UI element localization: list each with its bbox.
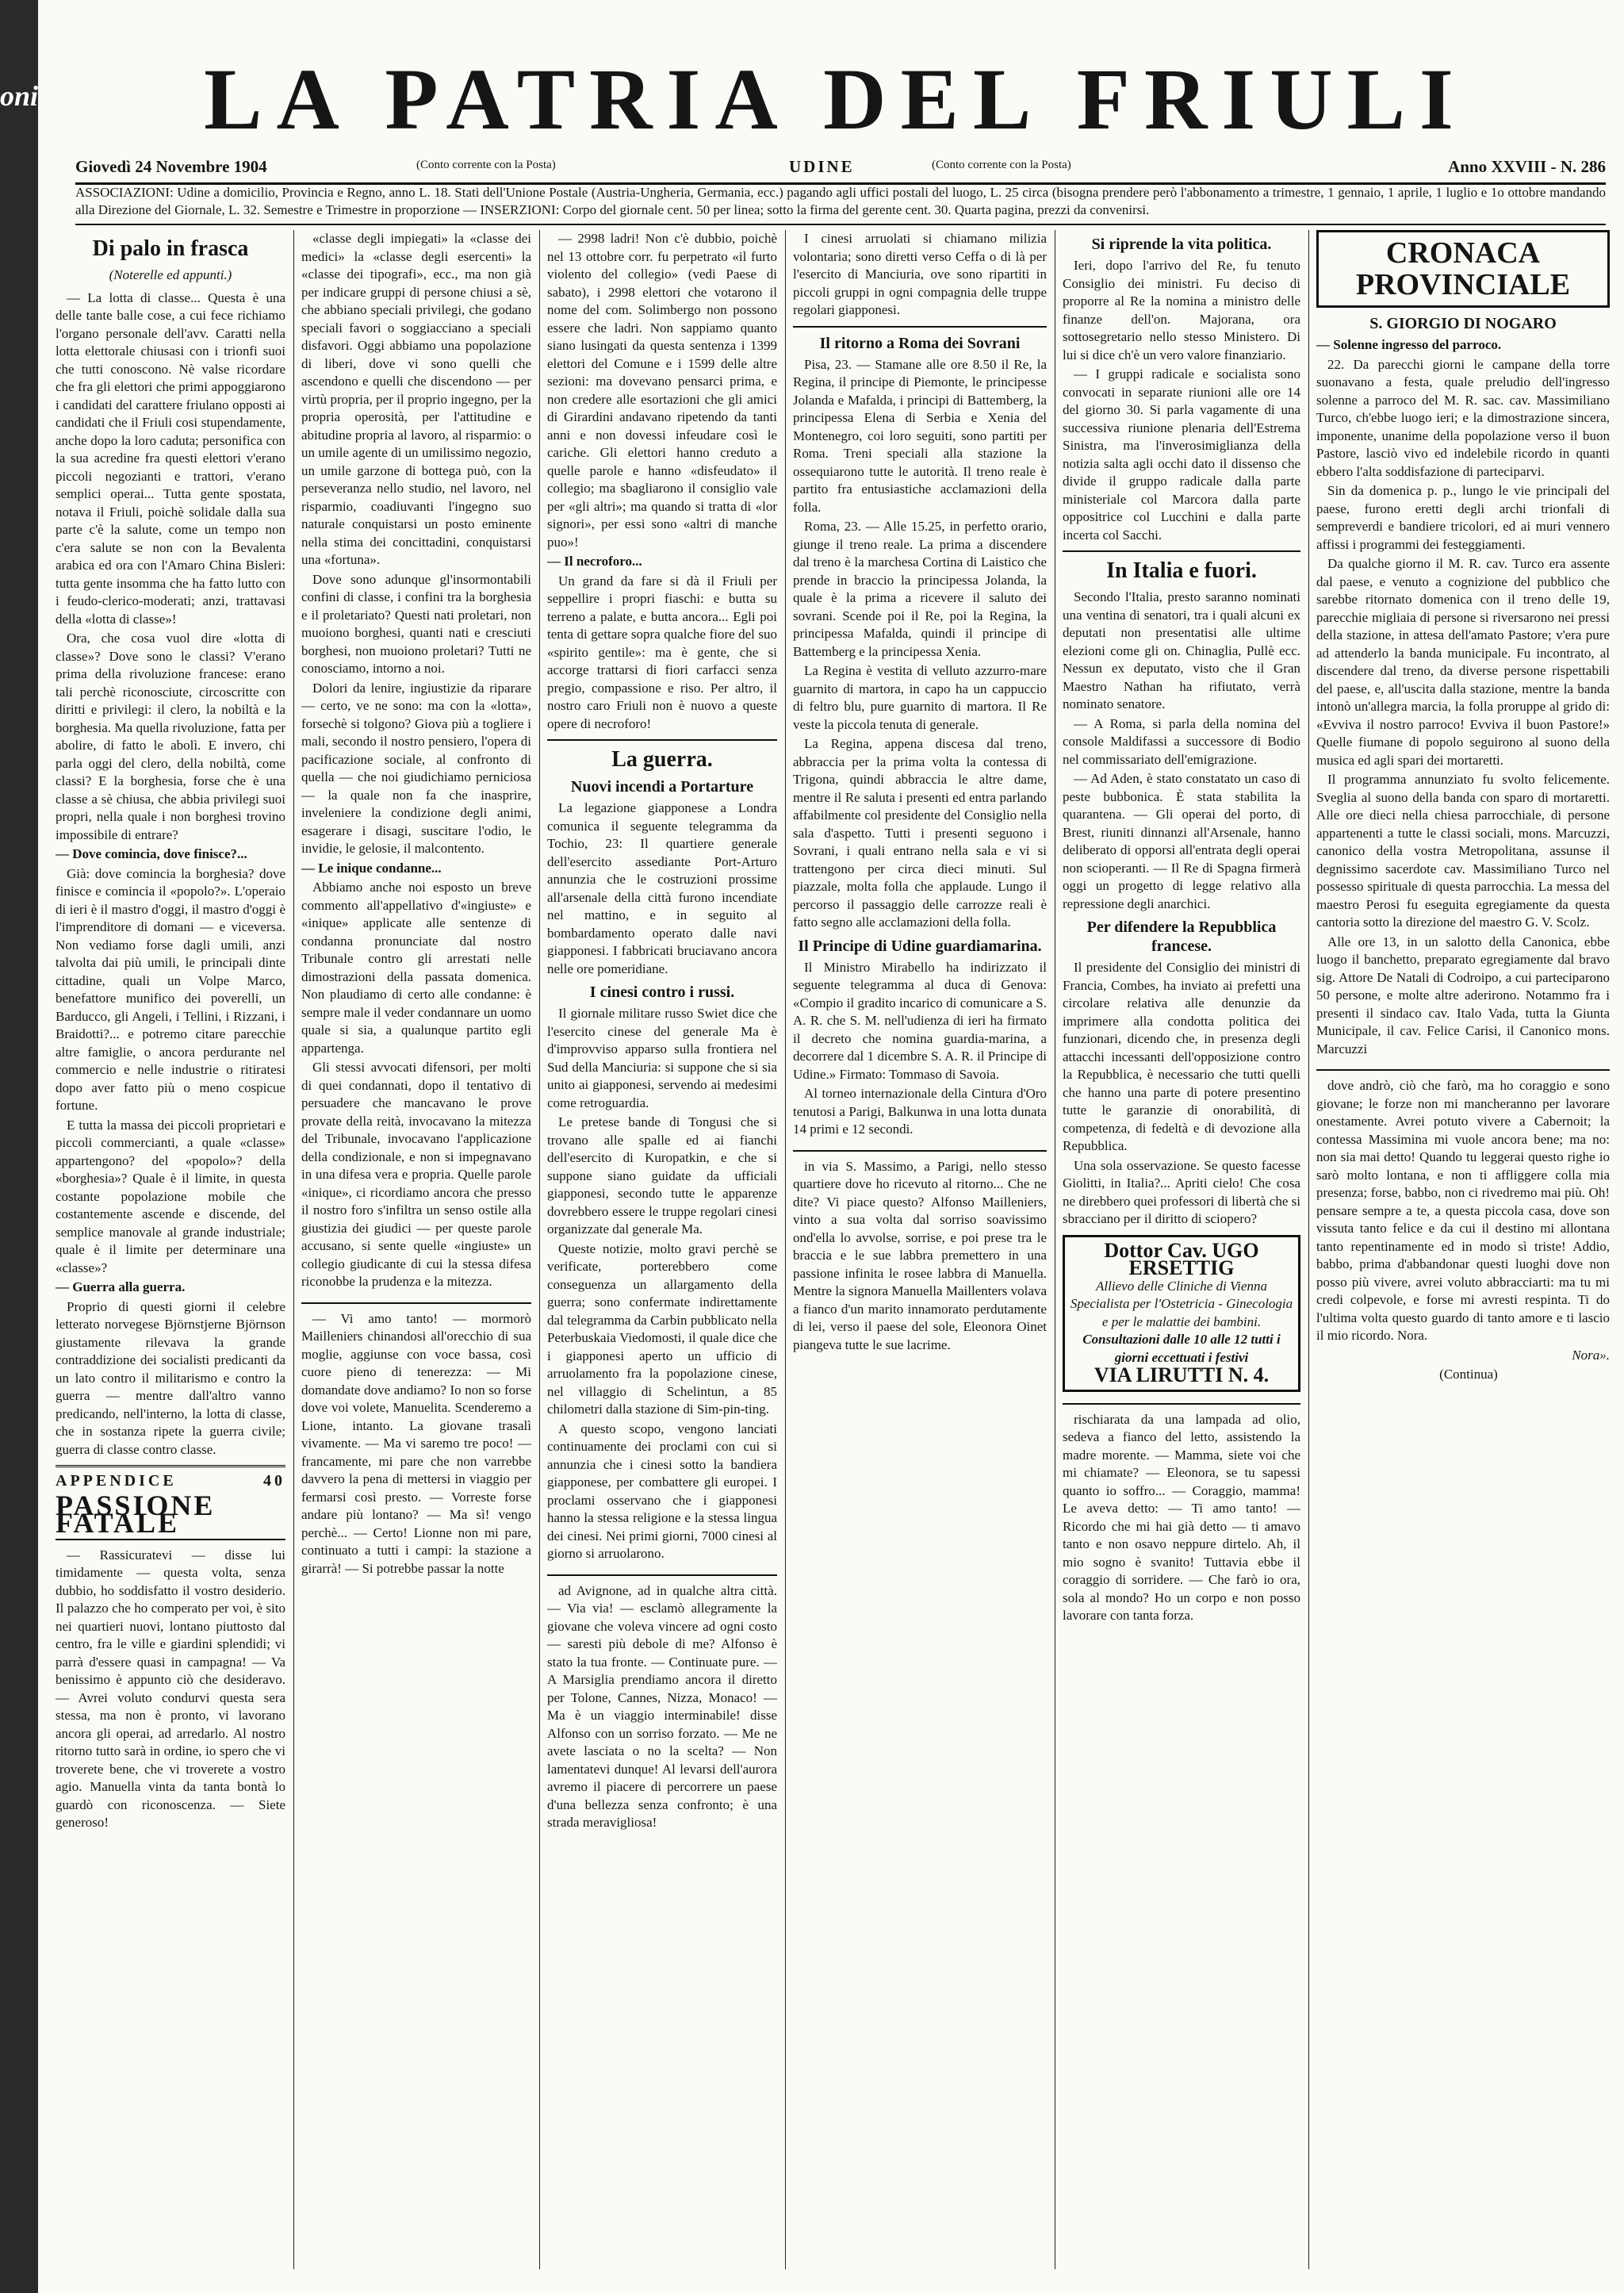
article-title-cont: francese. [1151,938,1212,955]
paragraph: Un grand da fare si dà il Friuli per seppellire i propri fiaschi: e butta su terreno a palate, e butta ancora... Egli poi tenta di gettare sopra qualche fiore del suo «spirito gentile»: ma è gente, che si accorge trattarsi di fiori carfacci senza pregio, compassione e riso. Per altro, il nostro caro Friuli non è nuovo a queste opere di necroforo! [547,573,777,731]
ad-address: VIA LIRUTTI N. 4. [1094,1363,1270,1386]
paragraph: Ieri, dopo l'arrivo del Re, fu tenuto Consiglio dei ministri. Fu deciso di proporre al Re la nomina a ministro delle finanze dell'on. Majorana, ora sottosegretario nello stesso Ministero. Di lui si dice ch'è un vero valore finanziario. [1063,258,1300,362]
section-heading: — Il necroforo... [547,554,642,569]
paragraph: — Ad Aden, è stato constatato un caso di peste bubbonica. È stata stabilita la quarantena. — Gli operai del porto, di Brest, riuniti dinnanzi all'Arsenale, hanno deliberato di opporsi all'entrata degli operai non scioperanti. — Il Re di Spagna firmerà oggi un progetto di legge relativo alla repressione degli anarchici. [1063,771,1300,911]
place-name: UDINE [789,157,855,176]
paragraph: Roma, 23. — Alle 15.25, in perfetto orario, giunge il treno reale. La prima a discendere dal treno è la marchesa Cortina di Laistico che prende in braccio la principessa Jolanda, la quale è la prima a ricevere il saluto dei sovrani. Scende poi il Re, poi la Regina, la principessa Mafalda, quindi il principe di Battemberg e la principessa Xenia. [793,519,1047,659]
paragraph: Proprio di questi giorni il celebre letterato norvegese Björnstjerne Björnson giustamente rilevava la grande contraddizione dei socialisti predicanti da un lato contro il militarismo e contro la guerra — mentre dall'altro vanno predicando, nell'interno, la lotta di classe, che in sostanza ripete la guerra civile; guerra di classe contro classe. [56,1298,285,1457]
section-title-cronaca: CRONACA PROVINCIALE [1316,230,1610,308]
serial-signature: Nora». [1572,1347,1610,1363]
paragraph: I cinesi arruolati si chiamano milizia volontaria; sono diretti verso Ceffa o di là per l'esercito di Manciuria, ove sono ripartiti in piccoli gruppi in ogni compagnia delle truppe regolari giapponesi. [793,231,1047,317]
masthead: LA PATRIA DEL FRIULI [204,51,1468,148]
continua-note: (Continua) [1439,1367,1498,1382]
appendice-number: 40 [263,1472,285,1490]
serial-text: in via S. Massimo, a Parigi, nello stesso quartiere dove ho ricevuto al ritorno... Che ne dite? Vi piace questo? Alfonso Mailleniers, vinto a sua volta dal sorriso soavissimo ond'ella lo avvolse, sorrise, e poi prese tra le braccia e le sue labbra premettero in una passione infinita le rosee labbra di Manuella. Mentre la signora Manuella Maillenters volava a fianco d'un marito innamorato perdutamente di lei, verso il paese del sole, Eleonora Oinet piangeva tutte le sue lacrime. [793,1158,1047,1352]
section-heading: — Dove comincia, dove finisce?... [56,846,247,861]
column-rule [539,230,540,2269]
section-title-italia: In Italia e fuori. [1106,558,1257,583]
issue-date: Giovedì 24 Novembre 1904 [75,157,267,176]
divider [301,1302,531,1304]
column-1 [56,230,285,2269]
paragraph: La Regina è vestita di velluto azzurro-mare guarnito di martora, in capo ha un cappuccio di feltro blu, pure guarnito di martora. Il Re veste la piccola tenuta di generale. [793,663,1047,732]
paragraph: Queste notizie, molto gravi perchè se verificate, porterebbero come conseguenza un allargamento della guerra; sono confermate indirettamente dal telegramma da Carbin pubblicato nella Peterbuskaia Viedomosti, il quale dice che i giapponesi aperto un ufficio di arruolamento fra la popolazione cinese, nel villaggio di Schelintun, a 85 chilometri dalla stazione di Sim-pin-ting. [547,1240,777,1417]
article-title: Il ritorno a Roma dei Sovrani [819,334,1021,352]
paragraph: Le pretese bande di Tongusi che si trovano alle spalle ed ai fianchi dell'esercito di Kuropatkin, e che si suppone siano guidate da ufficiali giapponesi, secondo tutte le apparenze dovrebbero essere le truppe regolari cinesi organizzate dal generale Ma. [547,1114,777,1237]
serial-title: PASSIONE FATALE [56,1489,216,1539]
appendice-bar [56,1465,285,1490]
section-heading: — Solenne ingresso del parroco. [1316,337,1502,352]
article-title: Si riprende la vita politica. [1091,236,1272,253]
divider [1316,1069,1610,1071]
adjacent-page-edge [0,0,38,2293]
ad-name: Dottor Cav. UGO ERSETTIG [1104,1238,1259,1279]
divider [1063,550,1300,552]
paragraph: Al torneo internazionale della Cintura d'Oro tenutosi a Parigi, Balkunwa in una lotta dunata 14 primi e 12 secondi. [793,1086,1047,1137]
paragraph: La Regina, appena discesa dal treno, abbraccia per la prima volta la contessa di Trigona, quindi abbraccia le altre dame, mentre il Re saluta i presenti ed entra parlando affabilmente col presidente del Consiglio nella sala d'aspetto. Tutti i presenti seguono i Sovrani, i quali entrano nella sala e vi si trattengono per circa dieci minuti. Sul piazzale, molta folla che applaude. Lungo il percorso il passaggio delle carrozze reali è fatto segno alle acclamazioni della folla. [793,736,1047,930]
paragraph: Ora, che cosa vuol dire «lotta di classe»? Dove sono le classi? V'erano prima della rivoluzione francese: erano tali perchè riconosciute, circoscritte con diritti e privilegi: il clero, la nobiltà e la borghesia. Ma quella rivoluzione, fatta per abolire, di fatto le abolì. E invero, chi parla oggi del clero, della nobiltà, come classi? E la borghesia, forse che è una classe a sè chiusa, che abbia privilegi suoi propri, nella quale i non borghesi trovino impossibile di entrare? [56,631,285,842]
ad-line: Allievo delle Cliniche di Vienna [1096,1278,1267,1294]
paragraph: Da qualche giorno il M. R. cav. Turco era assente dal paese, e venuto a cognizione del pubblico che sarebbe ritornato domenica con il treno delle 19, parecchie migliaia di persone si riversarono nei pressi della stazione, in attesa dell'amato Pastore; v'era pure ad attenderlo la banda municipale. Fu incontrato, al discendere dal treno, da diverse persone rispettabili del paese, e, all'uscita dalla stazione, mentre la banda intonò un'allegra marcia, la folla proruppe al grido di: «Evviva il nostro parroco! Evviva il buon Pastore!» Quelle fiumane di popolo seguirono al suono della musica ed agli spari dei mortaretti. [1316,556,1610,768]
article-title: Nuovi incendi a Portarture [570,778,754,796]
column-5 [1063,230,1300,2269]
postal-note-right: (Conto corrente con la Posta) [932,159,1071,171]
article-title: Per difendere la Repubblica [1086,918,1277,936]
ad-hours: Consultazioni dalle 10 alle 12 tutti i giorni eccettuati i festivi [1082,1332,1281,1365]
section-heading: — Le inique condanne... [301,860,442,876]
paragraph: A questo scopo, vengono lanciati continuamente dei proclami con cui si annunzia che i cinesi sotto la bandiera giapponese, per combattere gli europei. I proclami osservano che i giapponesi hanno la stessa religione e la stessa lingua dei cinesi. Nei primi giorni, 7000 cinesi al giorno si arruolarono. [547,1421,777,1561]
paragraph: Dove sono adunque gl'insormontabili confini di classe, i confini tra la borghesia e il proletariato? Questi nati proletari, non muoiono borghesi, quanti nati e cresciuti borghesi, non muoiono proletari? Tutti ne conosciamo, intorno a noi. [301,571,531,676]
serial-text: rischiarata da una lampada ad olio, sedeva a fianco del letto, assistendo la madre morente. — Mamma, siete voi che mi chiamate? — Eleonora, se tu sapessi quanto io soffro... — Coraggio, mamma! Le aveva detto: — Ti amo tanto! — Ricordo che mi hai già detto — ti amavo tanto e non osavo neppure dirtelo. Ah, il mio sogno è svanito! Tuttavia ebbe il coraggio di sorridere. — Che farò io ora, sola al mondo? Ho un corpo e non posso lavorare con tanta forza. [1063,1411,1300,1623]
subscription-info: ASSOCIAZIONI: Udine a domicilio, Provincia e Regno, anno L. 18. Stati dell'Unione Postale (Austria-Ungheria, Germania, ecc.) pagando agli uffici postali del luogo, L. 25 circa (bisogna prendere però l'abbonamento a trimestre, 1 gennaio, 1 aprile, 1 luglio e 1o ottobre mandando alla Direzione del Giornale, L. 32. Semestre e Trimestre in proporzione — INSERZIONI: Corpo del giornale cent. 50 per linea; sotto la firma del gerente cent. 30. Quarta pagina, prezzi da convenirsi. [75,184,1606,225]
column-3 [547,230,777,2269]
locality-heading: S. GIORGIO DI NOGARO [1369,315,1557,332]
serial-text: — Rassicuratevi — disse lui timidamente — questa volta, senza dubbio, ho soddisfatto il vostro desiderio. Il palazzo che ho comperato per voi, è sito nei quartieri nuovi, lontano piuttosto dal centro, fra le ville e giardini splendidi; vi parrà d'essere quasi in campagna! — Va benissimo è appunto ciò che desideravo. — Avrei voluto condurvi questa sera stessa, ma non è pronto, vi lavorano ancora gli operai, ad arredarlo. Al nostro ritorno tutto sarà in ordine, io spero che vi troverete bene, che vi troverete a vostro agio. Manuella vinta da tanta bontà lo guardò con riconoscenza. — Siete generoso! [56,1547,285,1830]
paragraph: La legazione giapponese a Londra comunica il seguente telegramma da Tochio, 23: Il quartiere generale dell'esercito assediante Port-Arturo annunzia che le costruzioni prossime all'arsenale della città furono incendiate nel mattino, e in seguito al bombardamento operato dalle navi giapponesi. I fabbricati bruciavano ancora nelle ore pomeridiane. [547,800,777,976]
column-2 [301,230,531,2269]
paragraph: 22. Da parecchi giorni le campane della torre suonavano a festa, quale preludio dell'ingresso solenne a parroco del M. R. sac. cav. Massimiliano Turco, ch'ebbe luogo ieri; e la dimostrazione sincera, imponente, unanime della popolazione verso il buon Pastore, lasciò vivo ed indelebile ricordo in quanti ebbero l'alta soddisfazione di parteciparvi. [1316,356,1610,479]
section-heading: — Guerra alla guerra. [56,1279,186,1294]
paragraph: Pisa, 23. — Stamane alle ore 8.50 il Re, la Regina, il principe di Piemonte, le principesse Jolanda e Mafalda, i principi di Battemberg, la principessa Elena di Serbia e Xenia del Montenegro, coi loro seguiti, sono partiti per Roma. Treni speciali alla stazione la ossequiarono tutte le autorità. Il treno reale è partito fra entusiastiche acclamazioni della folla. [793,356,1047,515]
section-title-guerra: La guerra. [611,747,713,772]
paragraph: Alle ore 13, in un salotto della Canonica, ebbe luogo il banchetto, preparato egregiamente dal bravo sig. Attore De Natali di Codroipo, a cui parteciparono 50 persone, e molte altre aderirono. Notammo fra i presenti il sindaco cav. Italo Vada, tutta la Giunta Municipale, il cav. Felice Carisi, il Canonico mons. Marcuzzi [1316,934,1610,1056]
paragraph: Il presidente del Consiglio dei ministri di Francia, Combes, ha inviato ai prefetti una circolare relativa alle denunzie da imprimere alla condotta politica dei funzionari, dicendo che, in presenza degli attacchi incessanti dell'opposizione contro la Repubblica, è necessario che tutti quelli che hanno una parte di potere presentino tutte le garanzie di onorabilità, di competenza, di fedeltà e di devozione alla Repubblica. [1063,960,1300,1153]
paragraph: Una sola osservazione. Se questo facesse Giolitti, in Italia?... Apriti cielo! Che cosa ne direbbero quei professori di libertà che si sbracciano per il diritto di sciopero? [1063,1157,1300,1226]
article-title: Di palo in frasca [92,236,249,261]
serial-text: — Vi amo tanto! — mormorò Mailleniers chinandosi all'orecchio di sua moglie, aggiunse con voce bassa, così cuore pieno di tenerezza: — Mi domandate dove andiamo? Io non so forse dove voi volete, Manuelita. Scenderemo a Lione, intanto. La giovane trasalì vivamente. — Ma vi saremo tre poco! — francamente, mi pare che non varrebbe davvero la pena di mettersi in viaggio per fermarsi così presto. — Vorreste forse andare più lontano? — Ma sì! vengo perchè... — Certo! Lionne non mi pare, continuato a tutti i campi: la stazione a girarrà! — Si potrebbe passar la notte [301,1310,531,1576]
paragraph: Il Ministro Mirabello ha indirizzato il seguente telegramma al duca di Genova: «Compio il gradito incarico di comunicare a S. A. R. che S. M. nell'udienza di ieri ha firmato il decreto che nomina guardia-marina, a decorrere dal 1 dicembre S. A. R. il Principe di Udine.» Firmato: Tommaso di Savoia. [793,959,1047,1082]
paragraph: — La lotta di classe... Questa è una delle tante balle cose, a cui fece richiamo l'organo personale dell'avv. Caratti nella lotta elettorale chiusasi con i trionfi suoi che tutti conoscono. Nè valse ricordare che fra gli elettori che primi appoggiarono i candidati del carattere friulano opposti ai candidati che il Friuli cosi stupendamente, anche dopo la loro caduta; personifica con la sua acredine fra questi elettori v'erano piccoli negozianti e trattori, v'erano semplici operai... Tutta gente spostata, notava il Friuli, poichè solidale dalla sua parte c'è la salute, come un tempo non c'era salute se non con la Bevalenta arabica ed ora con l'Amaro China Bisleri: tutta gente insomma che ha fatto lutto con i feudo-clerico-moderati; anzi, trattavasi della «lotta di classe»! [56,290,285,627]
serial-text: dove andrò, ciò che farò, ma ho coraggio e sono giovane; le forze non mi mancheranno per lavorare onestamente. Avrei potuto vivere a Cabernoit; la contessa Massimina mi vuole ancora bene; ma no: non sia mai detto! Quando tu leggerai questo righe io sarò molto lontana, e non ti affliggere colla mia presenza; forse, babbo, non ci rivedremo mai più. Oh! pensare sempre a te, a questa piccola casa, dove son vissuta tanto felice e da cui il destino mi allontana tanto repentinamente ed in modo sì triste! Addio, babbo, prima d'abbandonar questi luoghi dove non posso più vivere, avrei voluto abbracciarti: ma tu mi credi colpevole, e forse mi avresti respinta. Ti do l'ultima volta questo guardo di tanto amore e ti lascio il mio ricordo. Nora. [1316,1078,1610,1343]
article-subtitle: (Noterelle ed appunti.) [109,267,232,282]
paragraph: — A Roma, si parla della nomina del console Maldifassi a successore di Bodio nel commissariato dell'emigrazione. [1063,715,1300,767]
paragraph: Già: dove comincia la borghesia? dove finisce e comincia il «popolo?». L'operaio di ieri è il mastro d'oggi, il mastro d'oggi è l'imprenditore di domani — e viceversa. Non vediamo forse dagli umili, anzi talvolta dai più umili, le principali dinte cittadine, quali un Volpe Marco, benefattore munifico dei poverelli, un Barducco, gli Angeli, i Tellini, i Rizzani, i Braidotti?... e potremo citare parecchie altre famiglie, o ancora perdurante nel commercio e nelle industrie o ritiratesi dopo aver fatto più o meno cospicue fortune. [56,865,285,1113]
article-title: I cinesi contro i russi. [589,984,735,1001]
issue-number: Anno XXVIII - N. 286 [1448,157,1606,176]
appendice-label: APPENDICE [56,1472,177,1490]
article-title: Il Principe di Udine guardiamarina. [798,937,1042,955]
paragraph: Sin da domenica p. p., lungo le vie principali del paese, furono eretti degli archi trionfali di sempreverdi e bandiere tricolori, ed ai muri vennero affissi i programmi dei festeggiamenti. [1316,483,1610,552]
column-rule [1308,230,1309,2269]
paragraph: Il giornale militare russo Swiet dice che l'esercito cinese del generale Ma è d'improvviso apparso sulla frontiera nel Sud della Manciuria: si suppone che si sia unito ai giapponesi, servendo ai medesimi come retroguardia. [547,1006,777,1110]
paragraph: E tutta la massa dei piccoli proprietari e piccoli commercianti, a quale «classe» appartengono? del «popolo»? della «borghesia»? Quale è il limite, in questa costante popolazione mobile che costantemente ascende e discende, del semplice manovale al grande industriale; quale è il limite per determinare una «classe»? [56,1117,285,1275]
postal-note-left: (Conto corrente con la Posta) [416,159,556,171]
serial-text: ad Avignone, ad in qualche altra città. — Via via! — esclamò allegramente la giovane che voleva vincere ad ogni costo — saresti più debole di me? Alfonso è stato la tua fronte. — Continuate pure. — A Marsiglia prendiamo ancora il diretto per Tolone, Cannes, Nizza, Monaco! — Ma è un viaggio interminabile! disse Alfonso con un sorriso forzato. — Me ne avete lasciata o no la scelta? — Non lamentatevi dunque! Al levarsi dell'aurora avremo il piacere di percorrere un paese d'una bellezza senza confronto; è una strada meravigliosa! [547,1582,777,1830]
paragraph: «classe degli impiegati» la «classe dei medici» la «classe degli esercenti» la «classe dei tipografi», ecc., ma non già per indicare gruppi di persone chiusi a sè, che abbiano speciali privilegi, che godano speciali favori o soggiacciano a speciali disfavori. Oggi abbiamo una popolazione di liberi, dove vi sono quelli che ascendono e quelli che discendono — per virtù propria, per il proprio ingegno, per la propria operosità, per l'attitudine e abitudine propria al lavoro, al risparmio: o un umile agente di un umilissimo negozio, un umile garzone di bottega può, con la perseveranza nello studio, nel lavoro, nel risparmio, coadiuvanti l'ingegno suo naturale conquistarsi un posto eminente nella stima dei concittadini, conquistarsi una «fortuna». [301,231,531,567]
side-fragment: oni [0,80,39,112]
column-rule [293,230,294,2269]
column-4 [793,230,1047,2269]
divider [547,739,777,741]
ad-line: Specialista per l'Ostetricia - Ginecologia e per le malattie dei bambini. [1070,1296,1293,1329]
advertisement-doctor [1063,1235,1300,1392]
paragraph: Abbiamo anche noi esposto un breve commento all'appellativo d'«ingiuste» e «inique» applicate alle sentenze di condanna pronunciate dal nostro Tribunale contro gli arrestati nelle dimostrazioni della passata domenica. Non plaudiamo di certo alle condanne: è sempre male il veder condannare un uomo quale si sia, a qualunque partito egli appartenga. [301,880,531,1056]
dateline [75,155,1606,185]
divider [547,1574,777,1576]
column-6 [1316,230,1610,2269]
paragraph: — 2998 ladri! Non c'è dubbio, poichè nel 13 ottobre corr. fu perpetrato «il furto violento del collegio» (vedi Paese di sabato), i 2998 elettori che votarono il nome del com. Solimbergo non possono essere che ladri. Non sappiamo quanto siano lusingati da questa sentenza i 1399 elettori del Comune e i 1599 delle altre sezioni: ma dovevano pensarci prima, e non credere alle esortazioni che gli amici di Girardini andavano ripetendo da tanti anni e non dovessi infeudare così le cariche. Gli elettori hanno creduto a quelle parole e hanno «disfeudato» il collegio; ma sbagliarono il consiglio vale per «gli altri»; ma quando si tratta di «lor signori», per essi sono «altri di manche puo»! [547,231,777,550]
paragraph: Secondo l'Italia, presto saranno nominati una ventina di senatori, tra i quali alcuni ex deputati non presentatisi alle ultime elezioni come gli on. Chinaglia, Pullè ecc. Nessun ex deputato, visto che il Gran Maestro Nathan ha rifiutato, verrà nominato senatore. [1063,589,1300,711]
column-rule [785,230,786,2269]
paragraph: — I gruppi radicale e socialista sono convocati in separate riunioni alle ore 14 del giorno 30. Si parla vagamente di una successiva riunione plenaria dell'Estrema Sinistra, ma l'inverosimiglianza della notizia salta agli occhi dato il dissenso che divide il gruppo radicale dalla parte ministeriale col Marcora dalla parte oppositrice col Lucchini e dalla parte incerta col Sacchi. [1063,366,1300,543]
paragraph: Gli stessi avvocati difensori, per molti di quei condannati, dopo il tentativo di persuadere che mancavano le prove provate della reità, invocavano la mitezza del Tribunale, invocavano l'applicazione della condizionale, e non si impegnavano in una difesa vera e propria. Quelle parole «inique», ci ricordiamo ancora che presso il nostro foro s'infiltra un senso ostile alla giustizia dei giudici — per queste parole accusano, si sente quelle «ingiuste» un collegio giudicante di cui la stessa difesa riconobbe la prudenza e la mitezza. [301,1060,531,1289]
paragraph: Dolori da lenire, ingiustizie da riparare — certo, ve ne sono: ma con la «lotta», forsechè si tolgono? Giova più a togliere i mali, secondo il nostro pensiero, l'opera di pacificazione sociale, al confronto di quella — che noi giudichiamo perniciosa — la quale non fa che inasprire, inveleniere la condizione degli animi, esagerare i disagi, suscitare l'odio, le invidie, le gelosie, il malcontento. [301,680,531,856]
divider [793,1150,1047,1152]
divider [1063,1403,1300,1405]
divider [793,326,1047,328]
paragraph: Il programma annunziato fu svolto felicemente. Sveglia al suono della banda con sparo di mortaretti. Alle ore dieci nella chiesa parrocchiale, di persone appartenenti a tutte le classi sociali, mons. Marcuzzi, canonico della vostra Metropolitana, assunse il degnissimo sacerdote cav. Massimiliano Turco nel possesso spirituale di questa parrocchia. La messa del maestro Perosi fu eseguita egregiamente da questa cantoria sotto la direzione del maestro G. V. Scolz. [1316,772,1610,930]
